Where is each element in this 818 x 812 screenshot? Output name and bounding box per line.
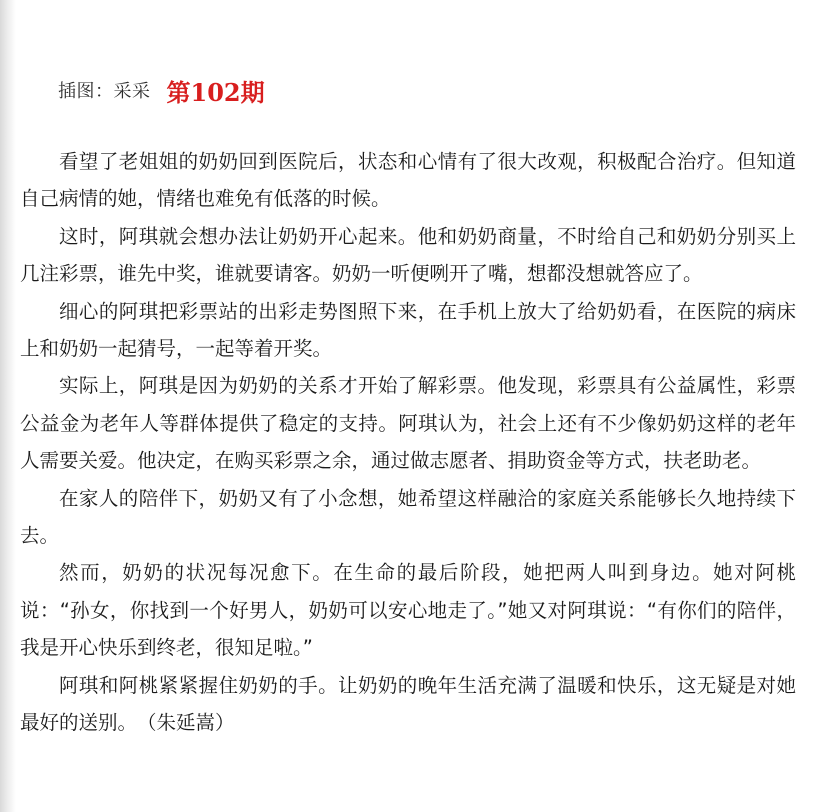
paragraph-2: 这时，阿琪就会想办法让奶奶开心起来。他和奶奶商量，不时给自己和奶奶分别买上几注彩票，谁先中奖，谁就要请客。奶奶一听便咧开了嘴，想都没想就答应了。 xyxy=(20,224,796,286)
illustration-credit: 插图：采采 xyxy=(58,81,151,102)
paragraph-4: 实际上，阿琪是因为奶奶的关系才开始了解彩票。他发现，彩票具有公益属性，彩票公益金为老年人等群体提供了稳定的支持。阿琪认为，社会上还有不少像奶奶这样的老年人需要关爱。他决定，在购买彩票之余，通过做志愿者、捐助资金等方式，扶老助老。 xyxy=(20,374,796,473)
paragraph-3: 细心的阿琪把彩票站的出彩走势图照下来，在手机上放大了给奶奶看，在医院的病床上和奶奶一起猜号，一起等着开奖。 xyxy=(20,299,796,361)
page-edge-shadow xyxy=(0,0,16,812)
issue-number: 第102期 xyxy=(166,77,265,107)
paragraph-5: 在家人的陪伴下，奶奶又有了小念想，她希望这样融洽的家庭关系能够长久地持续下去。 xyxy=(20,486,796,548)
paragraph-1: 看望了老姐姐的奶奶回到医院后，状态和心情有了很大改观，积极配合治疗。但知道自己病情的她，情绪也难免有低落的时候。 xyxy=(20,150,796,211)
article-body xyxy=(20,143,796,742)
paragraph-6: 然而，奶奶的状况每况愈下。在生命的最后阶段，她把两人叫到身边。她对阿桃说：“孙女，你找到一个好男人，奶奶可以安心地走了。”她又对阿琪说：“有你们的陪伴，我是开心快乐到终老，很知足啦。” xyxy=(20,561,796,660)
paragraph-7: 阿琪和阿桃紧紧握住奶奶的手。让奶奶的晚年生活充满了温暖和快乐，这无疑是对她最好的送别。 （朱延嵩） xyxy=(20,673,796,735)
article-header xyxy=(58,72,265,108)
